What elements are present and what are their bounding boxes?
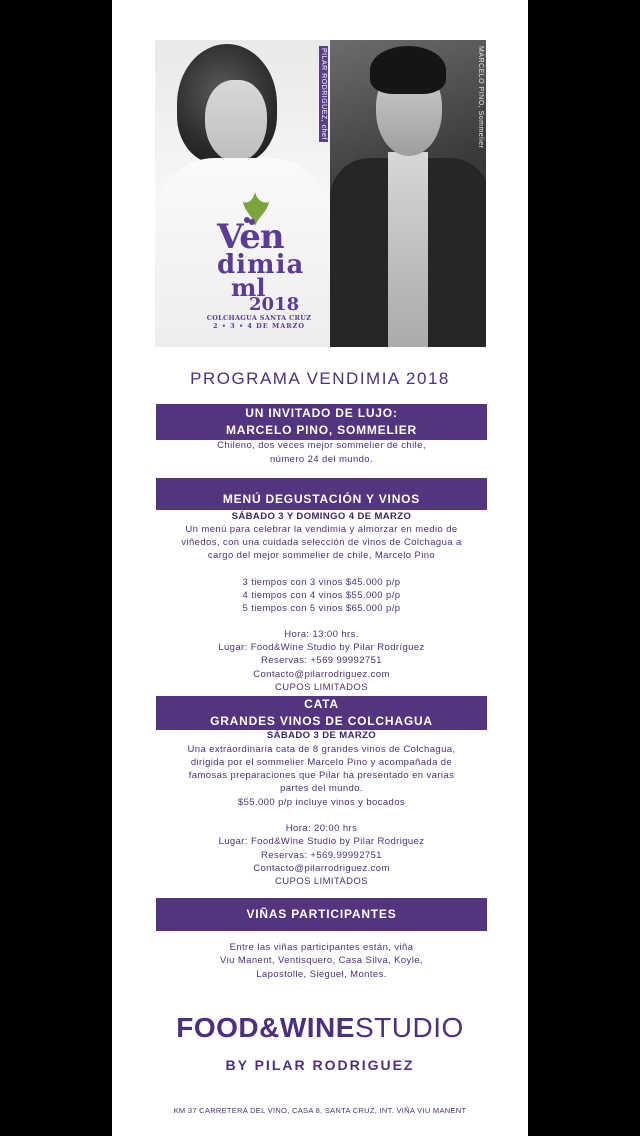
menu-lugar: Lugar: Food&Wine Studio by Pilar Rodríguez — [218, 642, 425, 653]
logo-location: COLCHAGUA SANTA CRUZ — [206, 314, 312, 322]
poster — [112, 0, 528, 1136]
cata-desc-4: partes del mundo. — [280, 783, 363, 794]
cata-desc-3: famosas preparaciones que Pilar ha presentado en varias — [188, 770, 455, 781]
brand-part-2: STUDIO — [354, 1012, 464, 1043]
logo-line-3: ml — [231, 273, 266, 302]
cata-band-line-2: GRANDES VINOS DE COLCHAGUA — [210, 714, 433, 728]
brand-part-1: FOOD&WINE — [176, 1012, 355, 1043]
vinas-line-3: Lapostolle, Sieguel, Montes. — [256, 969, 387, 980]
menu-price-3: 5 tiempos con 5 vinos $65.000 p/p — [242, 603, 401, 614]
cata-hora: Hora: 20:00 hrs — [285, 823, 358, 834]
menu-cupos: CUPOS LIMITADOS — [275, 682, 368, 693]
chef-face — [205, 80, 267, 162]
sommelier-caption: MARCELO PINO, Sommelier — [477, 46, 484, 149]
cata-reservas: Reservas: +569.99992751 — [261, 850, 382, 861]
cata-band — [156, 696, 487, 730]
chef-photo — [155, 40, 330, 347]
menu-hora: Hora: 13:00 hrs. — [284, 629, 359, 640]
guest-desc-1: Chileno, dos veces mejor sommelier de chile, — [217, 440, 426, 451]
logo-line-2: dimia — [217, 250, 305, 280]
menu-band — [156, 478, 487, 510]
menu-dates: SÁBADO 3 Y DOMINGO 4 DE MARZO — [231, 511, 412, 522]
guest-band-line-2: MARCELO PINO, SOMMELIER — [225, 423, 418, 437]
cata-dates: SÁBADO 3 DE MARZO — [266, 730, 377, 741]
cata-contacto: Contacto@pilarrodriguez.com — [253, 863, 390, 874]
sommelier-hair — [370, 46, 446, 94]
address: KM 37 CARRETERA DEL VINO, CASA 8, SANTA CRUZ, INT. VIÑA VIU MANENT — [173, 1106, 467, 1115]
menu-contacto: Contacto@pilarrodriguez.com — [253, 669, 390, 680]
menu-reservas: Reservas: +569 99992751 — [261, 655, 382, 666]
chef-caption: PILAR RODRIGUEZ, chef — [320, 48, 327, 140]
cata-band-line-1: CATA — [304, 697, 339, 711]
sommelier-photo — [330, 40, 486, 347]
cata-desc-2: dirigida por el sommelier Marcelo Pino y acompañada de — [190, 757, 453, 768]
menu-price-1: 3 tiempos con 3 vinos $45.000 p/p — [242, 577, 401, 588]
vendimia-logo — [191, 190, 321, 330]
menu-price-2: 4 tiempos con 4 vinos $55.000 p/p — [242, 590, 401, 601]
vinas-band-title: VIÑAS PARTICIPANTES — [246, 907, 397, 921]
cata-desc-1: Una extraordinaria cata de 8 grandes vinos de Colchagua, — [187, 744, 456, 755]
vinas-line-1: Entre las viñas participantes están, viña — [229, 942, 414, 953]
guest-band-line-1: UN INVITADO DE LUJO: — [245, 406, 398, 420]
header-photos — [155, 40, 486, 347]
menu-desc-2: viñedos, con una cuidada selección de vinos de Colchagua a — [181, 537, 462, 548]
logo-line-1: Ven — [217, 217, 284, 257]
brand-logo — [112, 1012, 528, 1044]
menu-desc-1: Un menú para celebrar la vendimia y almorzar en medio de — [185, 524, 458, 535]
cata-cupos: CUPOS LIMITADOS — [275, 876, 368, 887]
menu-band-title: MENÚ DEGUSTACIÓN Y VINOS — [222, 492, 421, 506]
logo-dates: 2 • 3 • 4 DE MARZO — [212, 322, 306, 330]
sommelier-jacket-right — [420, 158, 486, 347]
guest-desc-2: número 24 del mundo. — [269, 454, 374, 465]
cata-price: $55.000 p/p incluye vinos y bocados — [237, 797, 406, 808]
sommelier-shirt — [388, 152, 428, 347]
logo-year: 2018 — [249, 294, 300, 315]
menu-desc-3: cargo del mejor sommelier de chile, Marcelo Pino — [207, 550, 436, 561]
guest-band — [156, 404, 487, 440]
program-title: PROGRAMA VENDIMIA 2018 — [190, 369, 450, 388]
vinas-line-2: Viu Manent, Ventisquero, Casa Silva, Koyle, — [220, 955, 423, 966]
cata-lugar: Lugar: Food&Wine Studio by Pilar Rodriguez — [218, 836, 425, 847]
brand-byline: BY PILAR RODRIGUEZ — [225, 1057, 415, 1073]
vinas-band — [156, 898, 487, 931]
